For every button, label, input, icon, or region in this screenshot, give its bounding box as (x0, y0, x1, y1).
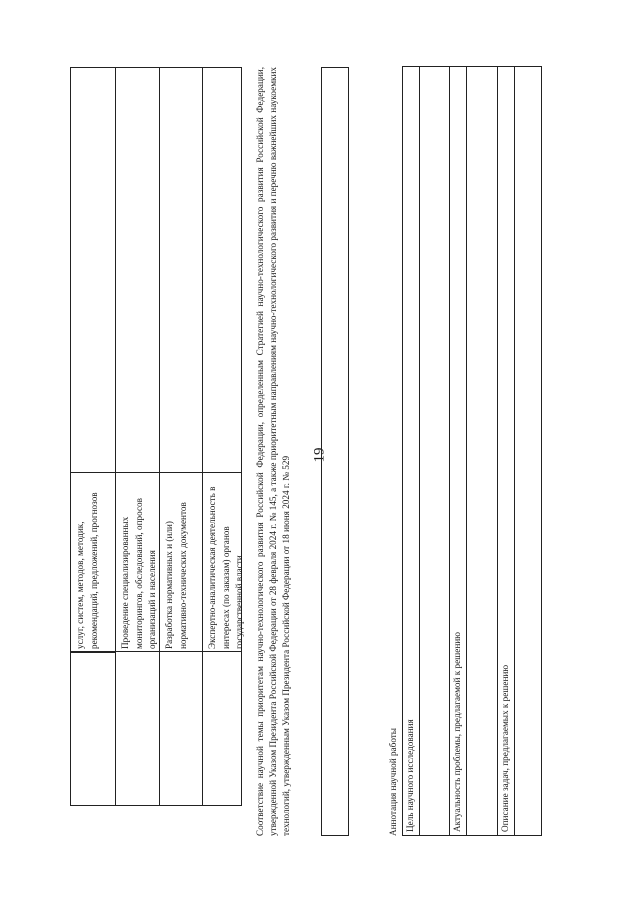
priorities-answer-field[interactable] (321, 67, 349, 836)
result-type-cell: услуг, систем, методов, методик, рекомендаций, предложений, прогнозов (71, 472, 115, 652)
page-number: 19 (311, 447, 328, 463)
annotation-table (402, 66, 542, 836)
row-divider (419, 67, 420, 835)
annotation-tasks-label: Описание задач, предлагаемых к решению (500, 664, 510, 832)
annotation-goal-label: Цель научного исследования (405, 719, 415, 832)
empty-cell (160, 68, 202, 472)
empty-cell (203, 68, 242, 472)
table-row (71, 68, 115, 805)
annotation-relevance-label: Актуальность проблемы, предлагаемой к решению (452, 631, 462, 832)
row-divider (466, 67, 467, 835)
result-type-cell: Разработка нормативных и (или) нормативно-технических документов (160, 472, 202, 652)
empty-cell (71, 68, 115, 472)
rotated-page-content (70, 66, 570, 836)
row-divider (514, 67, 515, 835)
empty-cell (71, 652, 115, 805)
annotation-heading: Аннотация научной работы (388, 728, 398, 836)
table-row (202, 68, 242, 805)
table-row (115, 68, 159, 805)
result-type-cell: Экспертно-аналитическая деятельность в интересах (по заказам) органов государственной власти (203, 472, 242, 652)
column-divider (71, 651, 241, 652)
result-type-cell: Проведение специализированных мониторингов, обследований, опросов организаций и населения (116, 472, 159, 652)
research-results-table (70, 67, 242, 806)
priorities-correspondence-text: Соответствие научной темы приоритетам научно-технологического развития Российской Федерации, определенным Стратегией научно-технологического развития Российской Федерации, утвержденной Указом Президента Российской Федерации от 28 февраля 2024 г. № 145, а также приоритетным направлениям научно-технологического развития и перечню важнейших наукоемких технологий, утвержденным Указом Президента Российской Федерации от 18 июня 2024 г. № 529 (255, 67, 291, 836)
table-row (159, 68, 202, 805)
empty-cell (116, 68, 159, 472)
